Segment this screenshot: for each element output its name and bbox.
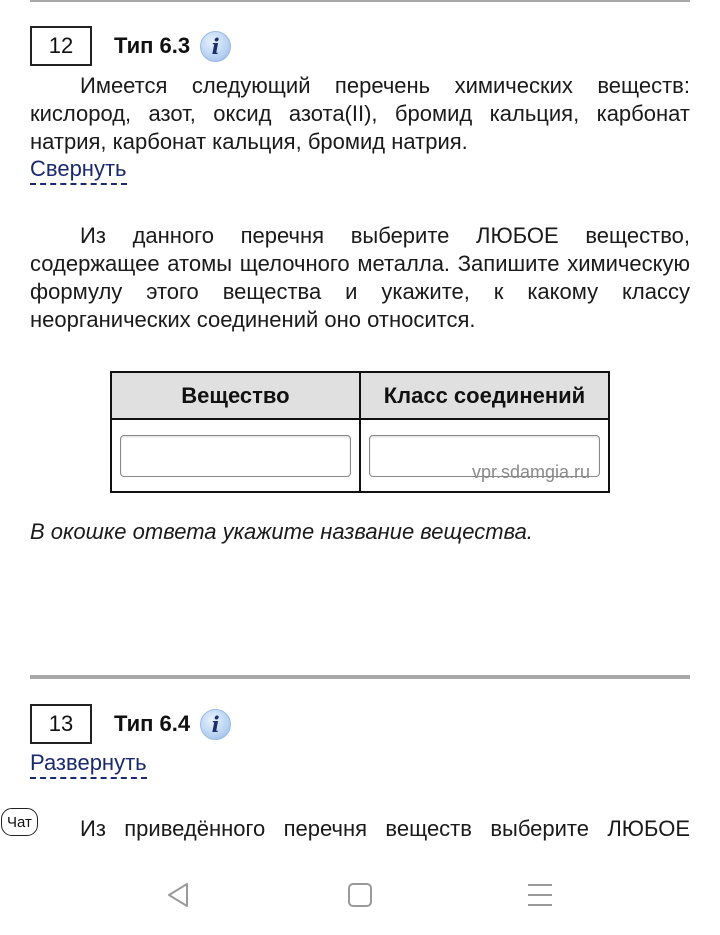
header-compound-class: Класс соединений: [360, 372, 609, 419]
info-icon[interactable]: i: [200, 31, 231, 62]
task-divider: [30, 675, 690, 679]
top-divider: [30, 0, 690, 2]
chat-button[interactable]: Чат: [1, 808, 38, 836]
system-navigation-bar: [0, 850, 720, 935]
info-icon[interactable]: i: [200, 709, 231, 740]
task-13-question-partial: Из приведённого перечня веществ выберите ЛЮБОЕ: [80, 816, 690, 841]
answer-hint: В окошке ответа укажите название вещества.: [30, 519, 533, 544]
answer-cell-substance: [111, 419, 360, 492]
recents-button[interactable]: [520, 875, 560, 915]
watermark: vpr.sdamgia.ru: [472, 462, 591, 482]
menu-icon: [526, 882, 554, 908]
task-12-question-paragraph: Из данного перечня выберите ЛЮБОЕ вещество, содержащее атомы щелочного металла. Запишите химическую формулу этого вещества и укажите, к какому классу неорганических соединений оно относится.: [30, 223, 690, 332]
task-12-substances-paragraph: Имеется следующий перечень химических веществ: кислород, азот, оксид азота(II), бромид кальция, карбонат натрия, карбонат кальция, бромид натрия.: [30, 73, 690, 154]
task-type-label: Тип 6.4: [114, 711, 191, 736]
back-icon: [165, 881, 191, 909]
task-number-box: 13: [30, 704, 92, 744]
header-substance: Вещество: [111, 372, 360, 419]
task-number-box: 12: [30, 26, 92, 66]
home-icon: [347, 882, 373, 908]
back-button[interactable]: [158, 875, 198, 915]
task-12-header: [30, 24, 231, 68]
collapse-link[interactable]: Свернуть: [30, 156, 127, 185]
substance-answer-input[interactable]: [120, 435, 351, 477]
expand-link[interactable]: Развернуть: [30, 750, 147, 779]
home-button[interactable]: [340, 875, 380, 915]
task-type-label: Тип 6.3: [114, 33, 191, 58]
task-13-header: [30, 702, 231, 746]
